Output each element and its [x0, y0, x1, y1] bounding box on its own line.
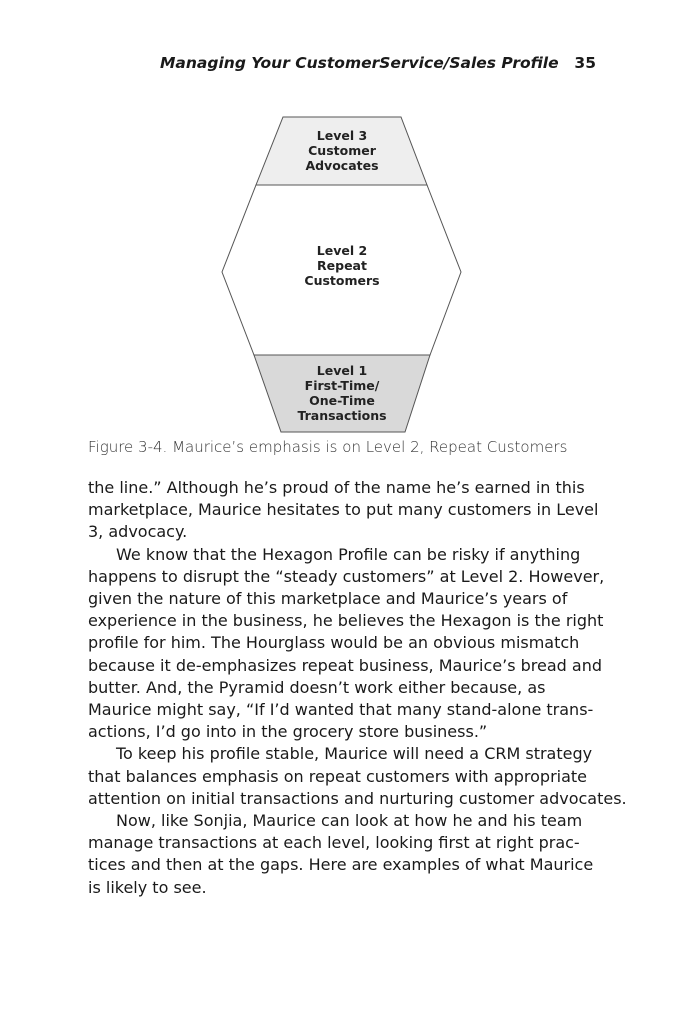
body-line: tices and then at the gaps. Here are examples of what Maurice — [88, 855, 594, 875]
body-line: that balances emphasis on repeat customers with appropriate — [88, 766, 588, 786]
page-number: 35 — [574, 54, 596, 72]
figure-caption: Figure 3-4. Maurice’s emphasis is on Level 2, Repeat Customers — [88, 438, 568, 456]
level1-label-line: First-Time/ — [304, 378, 380, 393]
hexagon-figure — [0, 110, 682, 440]
level3-label — [262, 128, 422, 173]
body-line: experience in the business, he believes the Hexagon is the right — [88, 611, 604, 631]
level1-label-line: One-Time — [309, 393, 375, 408]
level1-label-line: Level 1 — [316, 363, 368, 378]
body-line: 3, advocacy. — [88, 522, 188, 542]
level2-label-line: Customers — [304, 273, 380, 288]
body-line: given the nature of this marketplace and Maurice’s years of — [88, 589, 568, 609]
level2-label-line: Repeat — [317, 258, 367, 273]
level1-label-line: Transactions — [297, 408, 387, 423]
body-line: marketplace, Maurice hesitates to put many customers in Level — [88, 500, 599, 520]
body-line: profile for him. The Hourglass would be an obvious mismatch — [88, 633, 580, 653]
body-line: attention on initial transactions and nurturing customer advocates. — [88, 788, 627, 808]
body-line: We know that the Hexagon Profile can be risky if anything — [116, 544, 581, 564]
body-line: the line.” Although he’s proud of the name he’s earned in this — [88, 478, 585, 497]
level1-label — [262, 363, 422, 423]
body-line: manage transactions at each level, looking first at right prac- — [88, 833, 580, 853]
level2-label — [262, 243, 422, 288]
body-line: is likely to see. — [88, 877, 207, 897]
body-text — [88, 477, 627, 899]
level3-label-line: Advocates — [305, 158, 379, 173]
body-line: happens to disrupt the “steady customers” at Level 2. However, — [88, 566, 605, 586]
body-line: To keep his profile stable, Maurice will need a CRM strategy — [116, 744, 593, 764]
body-line: Maurice might say, “If I’d wanted that many stand-alone trans- — [88, 700, 594, 720]
level3-label-line: Level 3 — [316, 128, 368, 143]
level2-label-line: Level 2 — [316, 243, 368, 258]
running-head — [160, 54, 600, 76]
body-line: because it de-emphasizes repeat business, Maurice’s bread and — [88, 655, 602, 675]
body-line: actions, I’d go into in the grocery store business.” — [88, 722, 488, 742]
level3-label-line: Customer — [308, 143, 376, 158]
body-line: butter. And, the Pyramid doesn’t work either because, as — [88, 677, 546, 697]
running-head-title: Managing Your CustomerService/Sales Profile — [160, 54, 559, 72]
body-line: Now, like Sonjia, Maurice can look at how he and his team — [116, 811, 583, 831]
